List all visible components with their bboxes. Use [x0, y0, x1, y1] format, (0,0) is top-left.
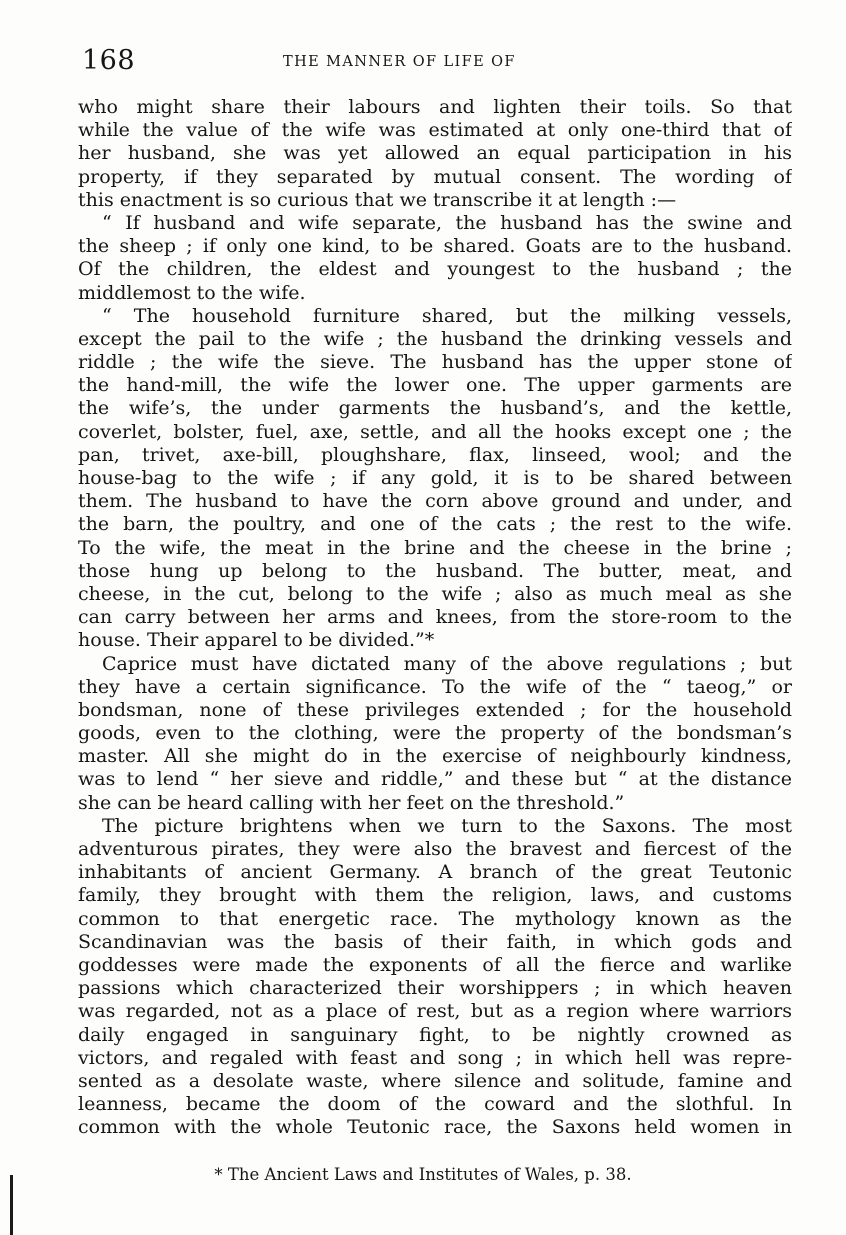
text-line: the hand-mill, the wife the lower one. The upper garments are [78, 374, 792, 397]
text-line: cheese, in the cut, belong to the wife ; also as much meal as she [78, 582, 792, 605]
text-line: leanness, became the doom of the coward and the slothful. In [78, 1093, 792, 1116]
text-line: the sheep ; if only one kind, to be shared. Goats are to the husband. [78, 235, 792, 258]
text-line: can carry between her arms and knees, from the store-room to the [78, 606, 792, 629]
text-line: was to lend “ her sieve and riddle,” and these but “ at the distance [78, 768, 792, 791]
text-line: family, they brought with them the religion, laws, and customs [78, 884, 792, 907]
text-line: riddle ; the wife the sieve. The husband has the upper stone of [78, 351, 792, 374]
text-line: master. All she might do in the exercise of neighbourly kindness, [78, 745, 792, 768]
text-line: To the wife, the meat in the brine and the cheese in the brine ; [78, 536, 792, 559]
text-line: house. Their apparel to be divided.”* [78, 629, 435, 652]
text-line: them. The husband to have the corn above ground and under, and [78, 490, 792, 513]
body-text [78, 96, 792, 1139]
text-line: this enactment is so curious that we transcribe it at length :— [78, 188, 677, 211]
text-line: “ If husband and wife separate, the husband has the swine and [102, 211, 792, 234]
text-line: goods, even to the clothing, were the property of the bondsman’s [78, 722, 792, 745]
text-line: adventurous pirates, they were also the bravest and fiercest of the [78, 838, 792, 860]
text-line: common with the whole Teutonic race, the Saxons held women in [78, 1116, 792, 1139]
text-line: pan, trivet, axe-bill, ploughshare, flax, linseed, wool; and the [78, 443, 792, 466]
text-line: victors, and regaled with feast and song ; in which hell was repre- [78, 1046, 792, 1069]
footnote: * The Ancient Laws and Institutes of Wales, p. 38. [214, 1165, 632, 1184]
text-line: Caprice must have dictated many of the above regulations ; but [102, 652, 792, 675]
text-line: sented as a desolate waste, where silence and solitude, famine and [78, 1069, 792, 1092]
text-line: was regarded, not as a place of rest, but as a region where warriors [78, 1000, 792, 1023]
text-line: “ The household furniture shared, but the milking vessels, [102, 304, 792, 327]
text-line: Scandinavian was the basis of their faith, in which gods and [78, 930, 792, 953]
text-line: inhabitants of ancient Germany. A branch of the great Teutonic [78, 861, 792, 884]
text-line: The picture brightens when we turn to the Saxons. The most [102, 814, 792, 837]
page-number: 168 [82, 45, 136, 76]
text-line: common to that energetic race. The mythology known as the [78, 907, 792, 930]
text-line: property, if they separated by mutual consent. The wording of [78, 165, 792, 188]
text-line: house-bag to the wife ; if any gold, it is to be shared between [78, 467, 792, 489]
text-line: Of the children, the eldest and youngest to the husband ; the [78, 258, 792, 281]
text-line: except the pail to the wife ; the husband the drinking vessels and [78, 327, 792, 350]
text-line: middlemost to the wife. [78, 281, 306, 304]
text-line: who might share their labours and lighten their toils. So that [78, 96, 792, 118]
text-line: she can be heard calling with her feet on the threshold.” [78, 791, 625, 814]
text-line: passions which characterized their worshippers ; in which heaven [78, 977, 792, 1000]
text-line: goddesses were made the exponents of all the fierce and warlike [78, 953, 792, 976]
text-line: they have a certain significance. To the wife of the “ taeog,” or [78, 675, 792, 698]
text-line: daily engaged in sanguinary fight, to be nightly crowned as [78, 1023, 792, 1046]
text-line: the wife’s, the under garments the husband’s, and the kettle, [78, 397, 792, 420]
text-line: bondsman, none of these privileges extended ; for the household [78, 698, 792, 721]
text-line: her husband, she was yet allowed an equal participation in his [78, 142, 792, 165]
text-line: while the value of the wife was estimated at only one-third that of [78, 119, 792, 142]
text-line: those hung up belong to the husband. The butter, meat, and [78, 559, 792, 582]
binding-edge-mark [10, 1175, 13, 1235]
running-head: THE MANNER OF LIFE OF [283, 54, 516, 70]
text-line: coverlet, bolster, fuel, axe, settle, and all the hooks except one ; the [78, 420, 792, 443]
text-line: the barn, the poultry, and one of the cats ; the rest to the wife. [78, 513, 792, 536]
